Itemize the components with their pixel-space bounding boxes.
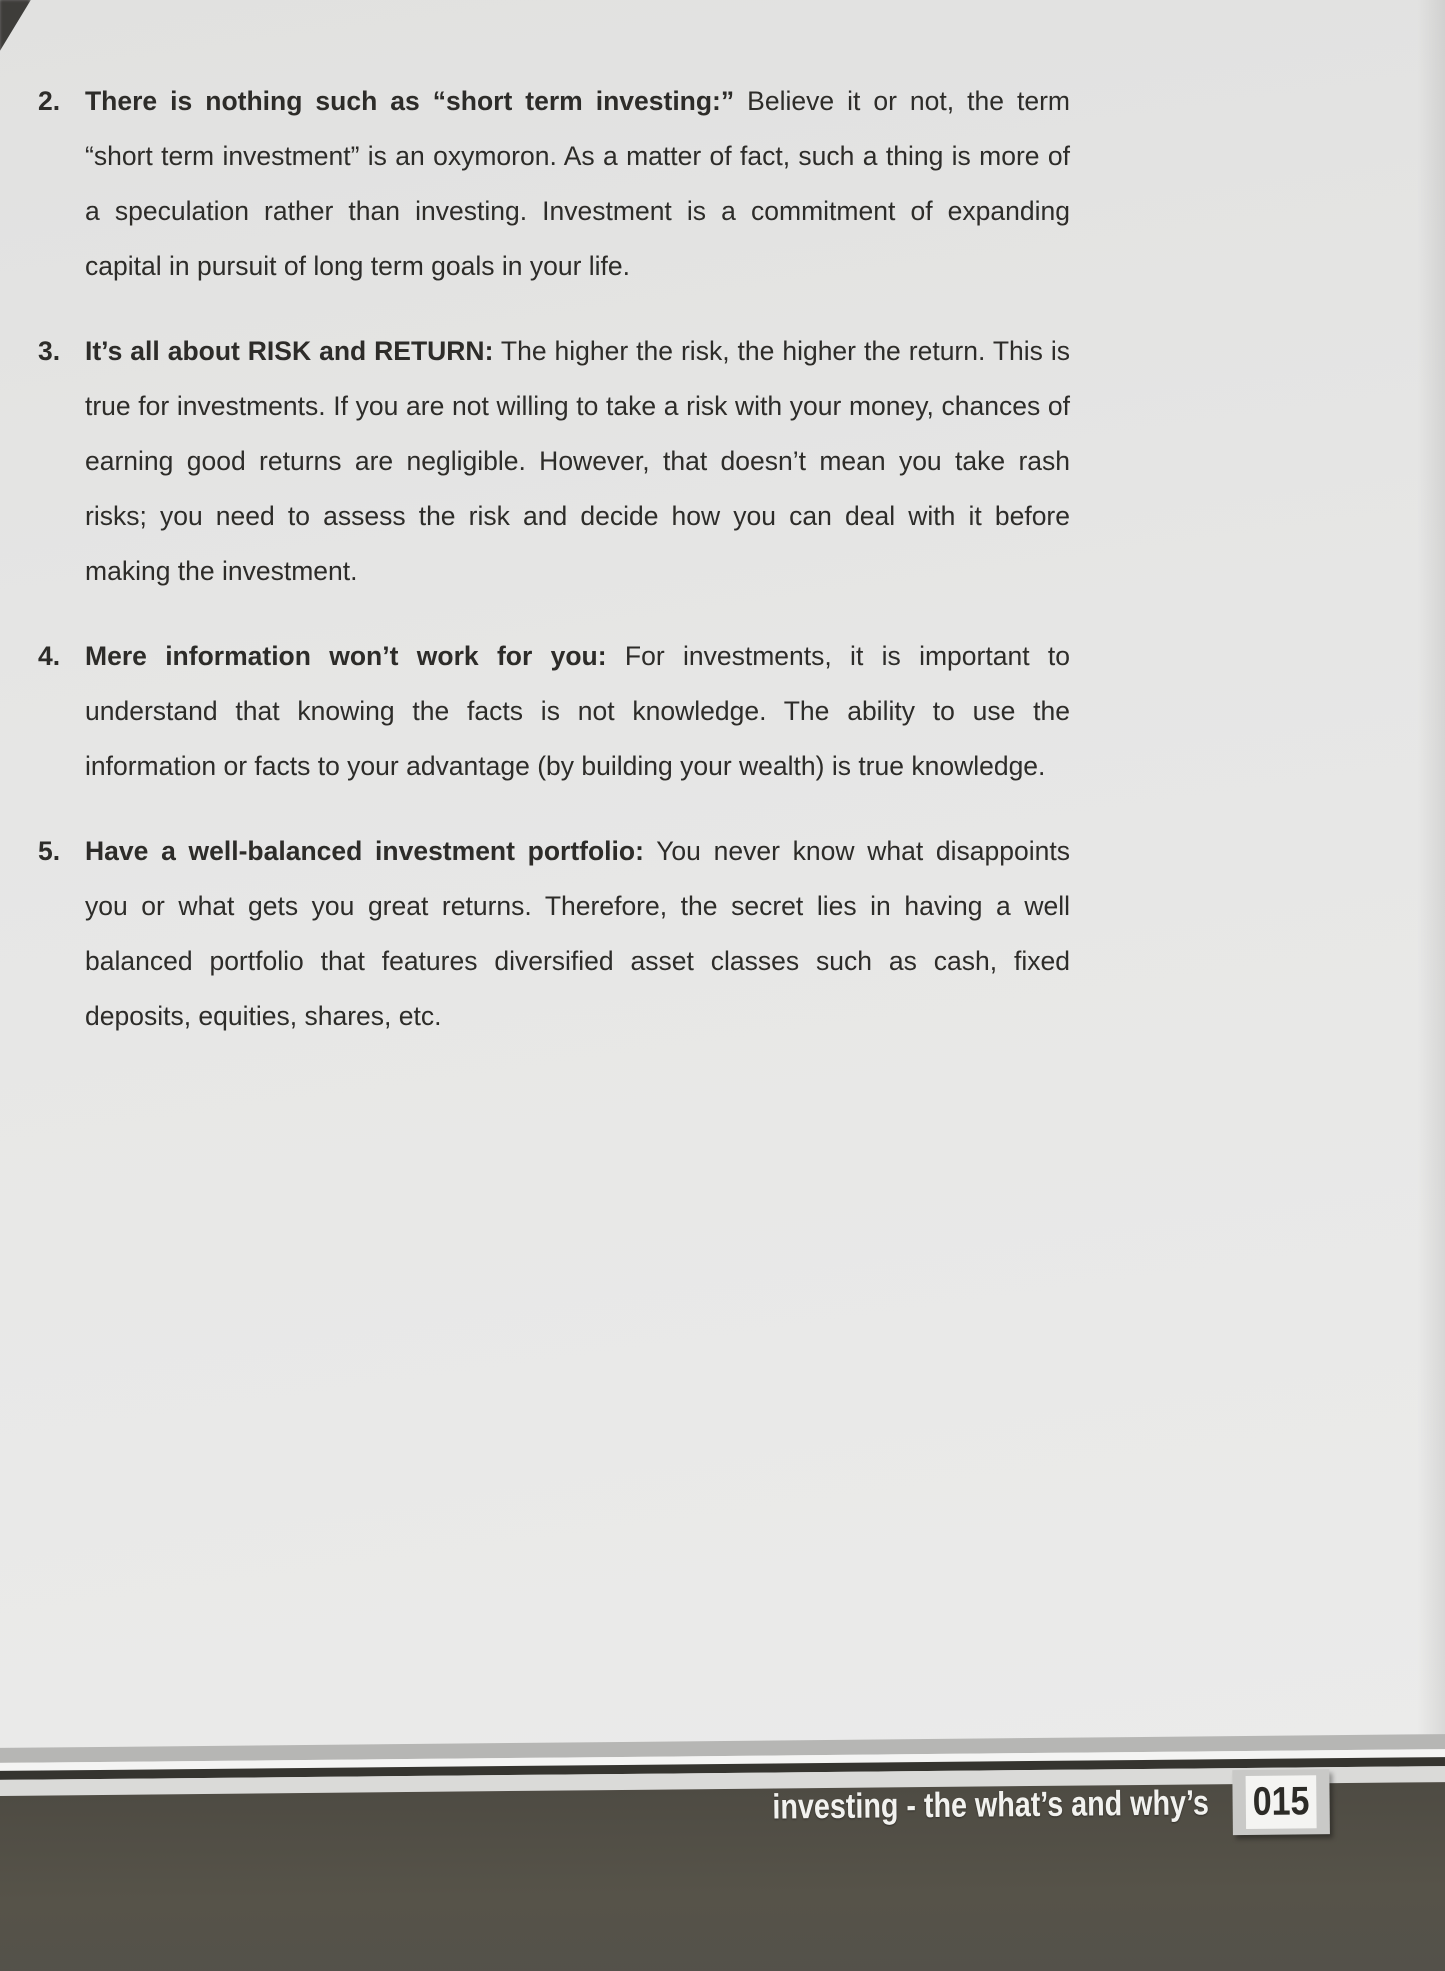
item-body: The higher the risk, the higher the return. This is true for investments. If you are not willing to take a risk with your money, chances of earning good returns are negligible. However, that doesn’t mean you take rash risks; you need to assess the risk and decide how you can deal with it before making the investment. bbox=[85, 336, 1071, 586]
item-body: For investments, it is important to understand that knowing the facts is not knowledge. The ability to use the information or facts to your advantage (by building your wealth) is true knowledge. bbox=[85, 641, 1070, 781]
item-text bbox=[85, 629, 1070, 794]
page-number: 015 bbox=[1246, 1775, 1317, 1829]
item-text bbox=[85, 324, 1070, 599]
investing-tips-list bbox=[38, 74, 1070, 1074]
item-number: 5. bbox=[38, 836, 61, 866]
page-number-box bbox=[1232, 1769, 1330, 1835]
list-item bbox=[38, 824, 1070, 1044]
item-lead: Have a well-balanced investment portfolio: bbox=[85, 836, 644, 866]
footer-row bbox=[676, 1769, 1330, 1840]
footer-band bbox=[0, 1779, 1445, 1971]
chapter-title: investing - the what’s and why’s bbox=[772, 1782, 1209, 1827]
item-body: You never know what disappoints you or what gets you great returns. Therefore, the secret lies in having a well balanced portfolio that features diversified asset classes such as cash, fixed deposits, equities, shares, etc. bbox=[85, 836, 1070, 1031]
list-item bbox=[38, 324, 1070, 599]
item-lead: There is nothing such as “short term investing:” bbox=[85, 86, 735, 116]
page-bottom-edge bbox=[0, 1734, 1445, 1971]
item-lead: Mere information won’t work for you: bbox=[85, 641, 607, 671]
item-number: 3. bbox=[38, 336, 61, 366]
item-number: 4. bbox=[38, 641, 61, 671]
photo-corner-artifact bbox=[0, 0, 32, 54]
list-item bbox=[38, 629, 1070, 794]
item-text bbox=[85, 74, 1070, 294]
list-item bbox=[38, 74, 1070, 294]
item-lead: It’s all about RISK and RETURN: bbox=[85, 336, 494, 366]
item-text bbox=[85, 824, 1070, 1044]
item-number: 2. bbox=[38, 86, 61, 116]
item-body: Believe it or not, the term “short term investment” is an oxymoron. As a matter of fact, such a thing is more of a speculation rather than investing. Investment is a commitment of expanding capital in pursuit of long term goals in your life. bbox=[85, 86, 1070, 281]
